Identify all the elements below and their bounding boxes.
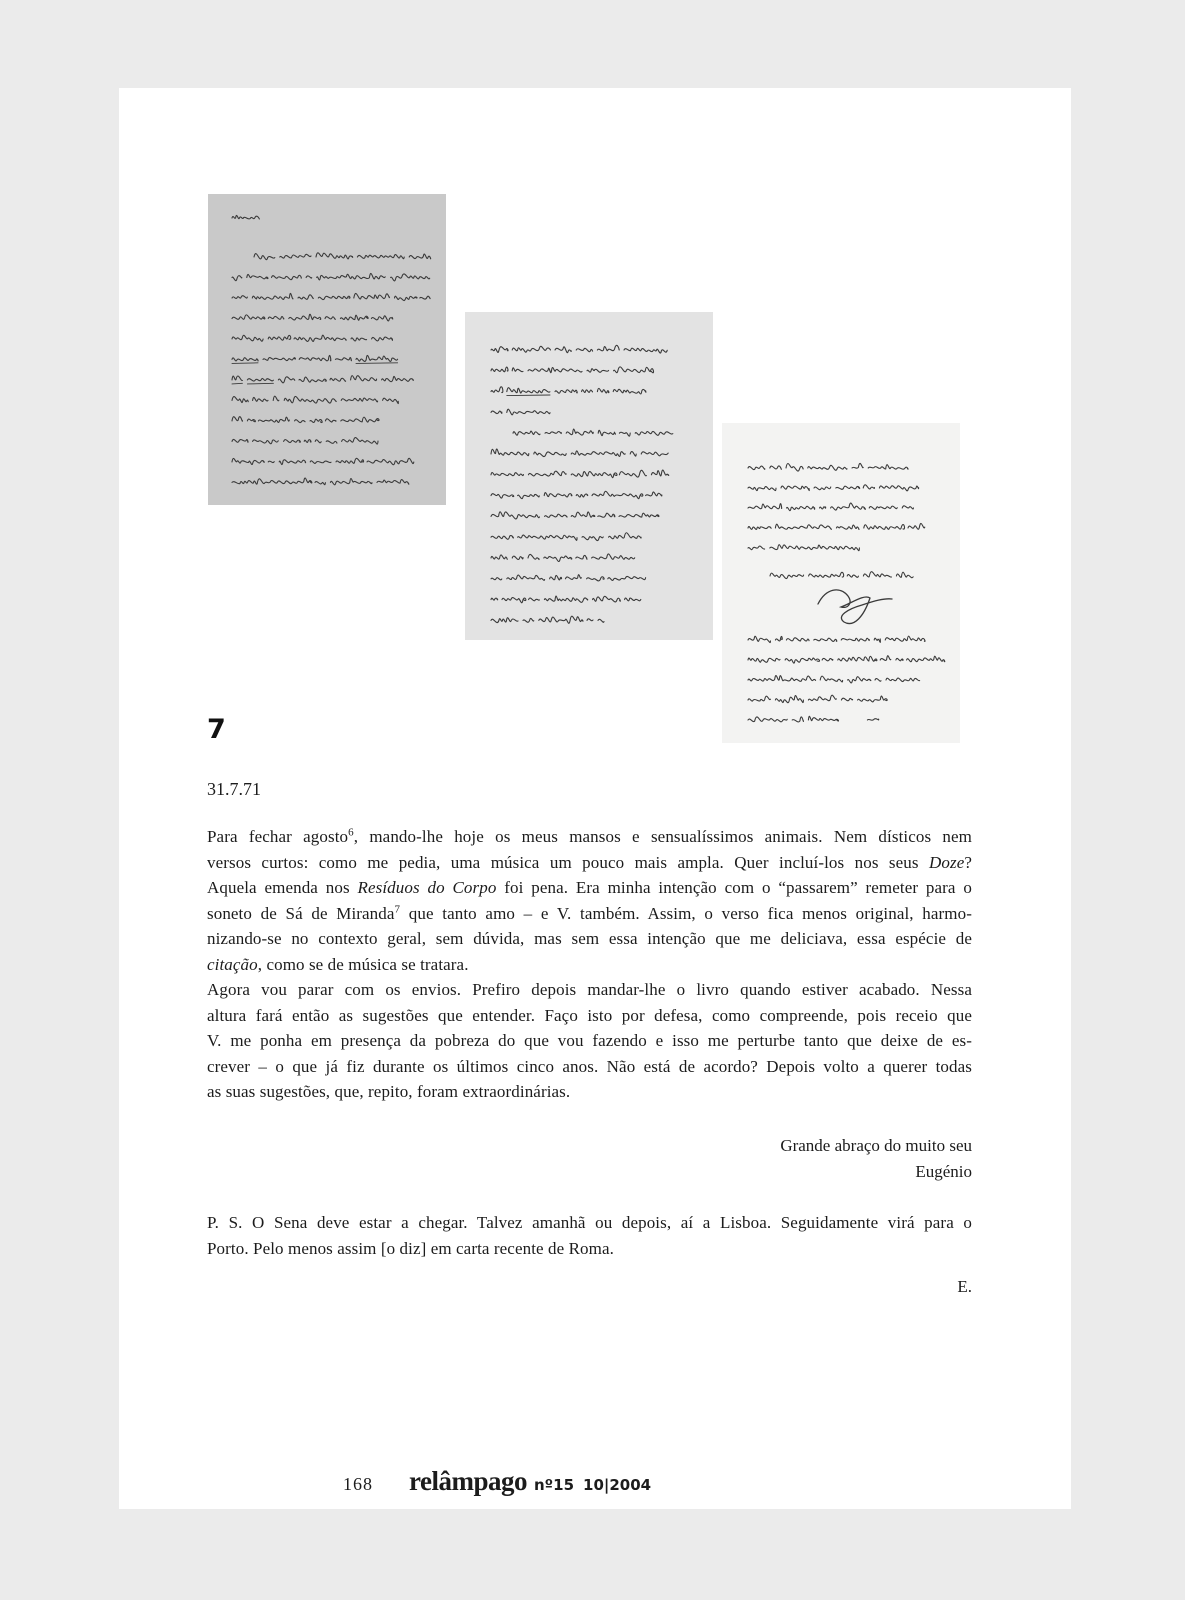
letter-date: 31.7.71: [207, 779, 261, 799]
manuscript-scan-2: [465, 312, 713, 640]
body-text-line: nizando-se no contexto geral, sem dúvida, mas sem essa intenção que me deliciava, essa espécie de: [207, 929, 972, 948]
body-text-line: Para fechar agosto$^6$, mando-lhe hoje os meus mansos e sensualíssimos animais. Nem dísticos nem: [207, 826, 972, 846]
ps-line-1: P. S. O Sena deve estar a chegar. Talvez amanhã ou depois, aí a Lisboa. Seguidamente virá para o: [207, 1213, 972, 1232]
letter-body: [207, 824, 972, 1105]
body-text-line: versos curtos: como me pedia, uma música um pouco mais ampla. Quer incluí-los nos seus Doze?: [207, 852, 972, 872]
body-text-line: V. me ponha em presença da pobreza do que vou fazendo e isso me perturbe tanto que deixe de es-: [207, 1031, 972, 1050]
issue-date: 10|2004: [583, 1476, 652, 1494]
signoff-initial: E.: [957, 1277, 972, 1296]
body-text-line: as suas sugestões, que, repito, foram extraordinárias.: [207, 1082, 571, 1101]
issue-number: nº15: [534, 1476, 575, 1494]
manuscript-scan-3: [722, 423, 960, 743]
journal-page: [119, 88, 1071, 1509]
ps-line-2: Porto. Pelo menos assim [o diz] em carta recente de Roma.: [207, 1238, 614, 1258]
body-text-line: citação, como se de música se tratara.: [207, 954, 469, 974]
signature-name: Eugénio: [915, 1162, 972, 1181]
closing-line: Grande abraço do muito seu: [780, 1136, 972, 1155]
page-footer: [343, 1466, 651, 1497]
letter-number-heading: 7: [207, 714, 226, 745]
journal-title: relâmpago: [409, 1466, 527, 1496]
page-number: 168: [343, 1474, 373, 1494]
body-text-line: Agora vou parar com os envios. Prefiro depois mandar-lhe o livro quando estiver acabado. Nessa: [207, 980, 972, 999]
body-text-line: soneto de Sá de Miranda$^7$ que tanto amo – e V. também. Assim, o verso fica menos original, harmo-: [207, 902, 972, 923]
body-text-line: Aquela emenda nos Resíduos do Corpo foi pena. Era minha intenção com o “passarem” remeter para o: [207, 878, 972, 897]
body-text-line: crever – o que já fiz durante os últimos cinco anos. Não está de acordo? Depois volto a querer todas: [207, 1056, 972, 1076]
postscript: [207, 1210, 972, 1261]
body-text-line: altura fará então as sugestões que entender. Faço isto por defesa, como compreende, pois receio que: [207, 1005, 972, 1025]
manuscript-scan-1: [208, 194, 446, 505]
